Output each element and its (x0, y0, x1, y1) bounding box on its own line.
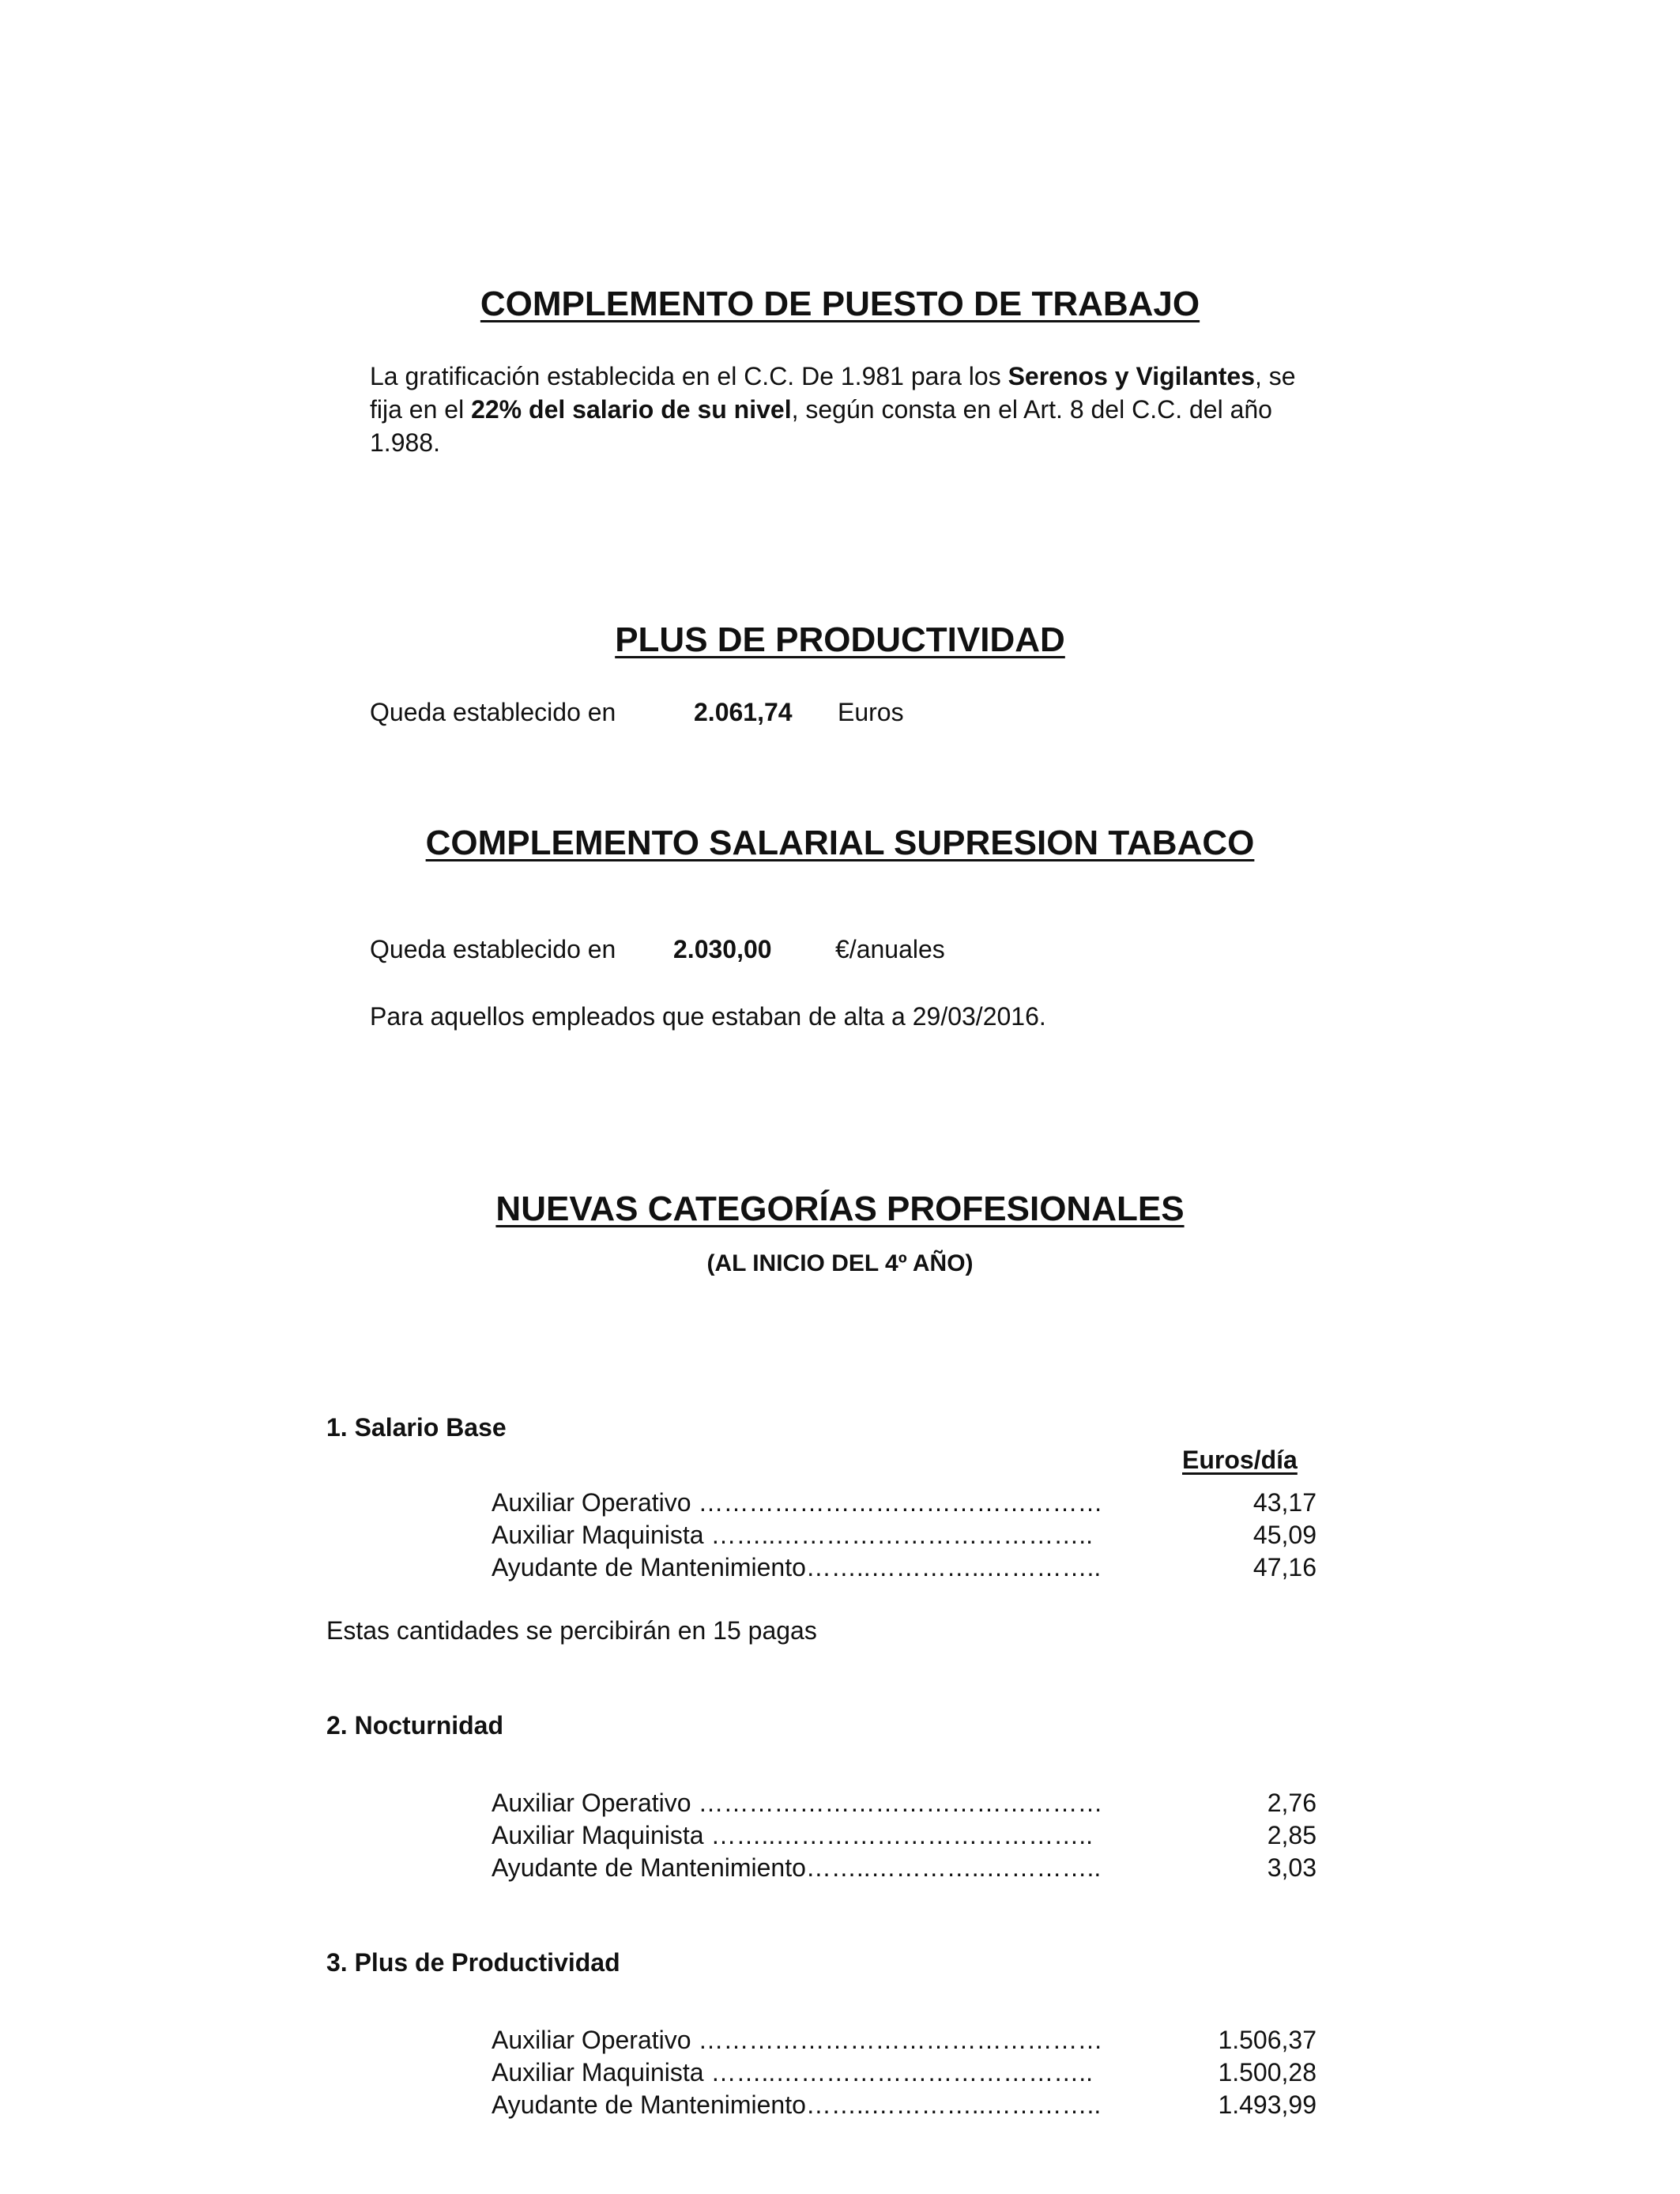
table-row (492, 1851, 1317, 1884)
row-value: 43,17 (1252, 1488, 1317, 1517)
salario-base-note: Estas cantidades se percibirán en 15 pagas (326, 1616, 817, 1645)
table-row (492, 1518, 1317, 1551)
tabaco-note: Para aquellos empleados que estaban de alta a 29/03/2016. (370, 1002, 1046, 1031)
table-row (492, 1486, 1317, 1519)
table-row (492, 1786, 1317, 1819)
nocturnidad-heading: 2. Nocturnidad (326, 1711, 504, 1740)
section-title-puesto: COMPLEMENTO DE PUESTO DE TRABAJO (480, 285, 1200, 323)
section-title-productividad: PLUS DE PRODUCTIVIDAD (615, 620, 1065, 659)
table-row (492, 2088, 1317, 2121)
row-name: Auxiliar Operativo ………………………………………… (492, 1488, 1103, 1517)
row-name: Auxiliar Maquinista ……..……………………………….. (492, 2058, 1094, 2087)
tabaco-label: Queda establecido en (370, 935, 616, 963)
row-name: Ayudante de Mantenimiento……..…………..………….. (492, 1553, 1102, 1581)
row-name: Auxiliar Maquinista ……..……………………………….. (492, 1521, 1094, 1549)
row-value: 2,76 (1267, 1789, 1317, 1817)
section-title-categorias: NUEVAS CATEGORÍAS PROFESIONALES (495, 1189, 1185, 1228)
row-name: Ayudante de Mantenimiento……..…………..………….. (492, 1853, 1102, 1882)
row-value: 1.506,37 (1218, 2026, 1317, 2054)
row-name: Auxiliar Operativo ………………………………………… (492, 2026, 1103, 2054)
puesto-bold-1: Serenos y Vigilantes (1008, 362, 1256, 390)
row-value: 1.500,28 (1218, 2058, 1317, 2087)
productividad-unit: Euros (838, 698, 904, 726)
salario-base-heading: 1. Salario Base (326, 1413, 507, 1442)
row-name: Ayudante de Mantenimiento……..…………..………….. (492, 2090, 1102, 2119)
puesto-paragraph (370, 360, 1302, 459)
section-title-tabaco: COMPLEMENTO SALARIAL SUPRESION TABACO (425, 824, 1255, 862)
row-value: 45,09 (1252, 1521, 1317, 1549)
puesto-text-1: La gratificación establecida en el C.C. De 1.981 para los (370, 362, 1008, 390)
row-value: 3,03 (1267, 1853, 1317, 1882)
row-name: Auxiliar Operativo ………………………………………… (492, 1789, 1103, 1817)
tabaco-value: 2.030,00 (673, 935, 772, 963)
puesto-text-3: , según consta en el Art. 8 del C.C. del año 1.988. (370, 395, 1272, 457)
table-row (492, 1551, 1317, 1584)
categorias-subtitle: (AL INICIO DEL 4º AÑO) (706, 1250, 974, 1276)
table-row (492, 2023, 1317, 2056)
puesto-bold-2: 22% del salario de su nivel (471, 395, 792, 424)
euros-dia-header: Euros/día (1182, 1446, 1298, 1474)
productividad-label: Queda establecido en (370, 698, 616, 726)
table-row (492, 2056, 1317, 2089)
row-value: 2,85 (1267, 1821, 1317, 1849)
table-row (492, 1819, 1317, 1852)
puesto-text-2: , se fija en el (370, 362, 1296, 424)
tabaco-unit: €/anuales (835, 935, 945, 963)
plus-productividad-heading: 3. Plus de Productividad (326, 1948, 620, 1977)
productividad-value: 2.061,74 (694, 698, 793, 726)
row-value: 1.493,99 (1218, 2090, 1317, 2119)
row-value: 47,16 (1252, 1553, 1317, 1581)
row-name: Auxiliar Maquinista ……..……………………………….. (492, 1821, 1094, 1849)
